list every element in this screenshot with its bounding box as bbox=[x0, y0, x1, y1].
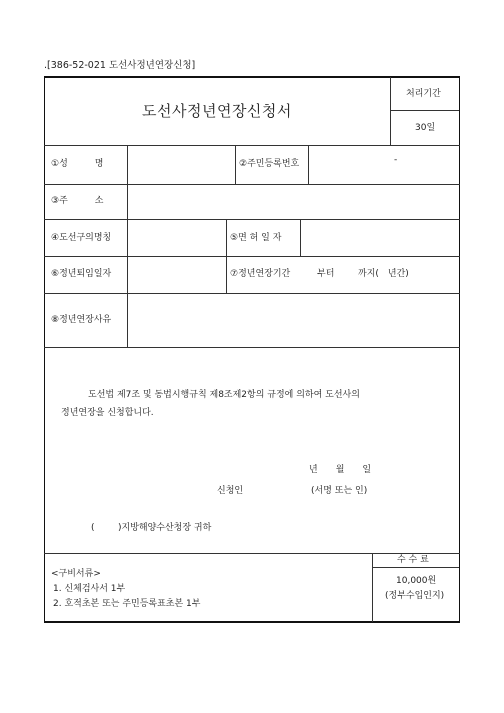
retirement-date-label: ⑥정년퇴임일자 bbox=[51, 269, 112, 279]
attachments-divider bbox=[44, 553, 460, 554]
frame-left bbox=[44, 76, 45, 623]
attachment-item-2: 2. 호적초본 또는 주민등록표초본 1부 bbox=[53, 599, 201, 609]
addressee-open: ( bbox=[91, 523, 95, 533]
attachment-item-1: 1. 신체검사서 1부 bbox=[53, 584, 126, 594]
row-line-6 bbox=[44, 347, 460, 348]
addressee: )지방해양수산청장 귀하 bbox=[118, 523, 212, 533]
form-code: .[386-52-021 도선사정년연장신청] bbox=[44, 60, 196, 71]
mid-divider-rows4-5 bbox=[226, 219, 227, 293]
processing-period-label: 처리기간 bbox=[406, 89, 441, 99]
title-divider bbox=[390, 77, 391, 145]
applicant-label: 신청인 bbox=[217, 486, 244, 496]
fee-amount: 10,000원 bbox=[396, 576, 437, 586]
extension-period-label: ⑦정년연장기간 bbox=[230, 269, 291, 279]
license-date-label: ⑤면 허 일 자 bbox=[230, 233, 282, 243]
statement-line-2: 정년연장을 신청합니다. bbox=[61, 408, 154, 418]
row-line-4 bbox=[44, 256, 460, 257]
application-date: 년 월 일 bbox=[309, 465, 372, 475]
processing-period-value: 30일 bbox=[415, 123, 436, 133]
name-label: ①성 명 bbox=[51, 159, 104, 169]
extension-reason-label: ⑧정년연장사유 bbox=[51, 315, 112, 325]
fee-note: (정부수입인지) bbox=[385, 591, 445, 601]
frame-bottom bbox=[44, 621, 460, 623]
document-title: 도선사정년연장신청서 bbox=[142, 102, 292, 120]
pilotage-area-label: ④도선구의명칭 bbox=[51, 233, 112, 243]
label-column-divider bbox=[127, 145, 128, 347]
fee-column-divider bbox=[372, 553, 373, 622]
row-line-1 bbox=[44, 145, 460, 146]
signature-label: (서명 또는 인) bbox=[311, 486, 368, 496]
mid-label-divider-row4 bbox=[300, 219, 301, 256]
extension-to: 까지( 년간) bbox=[358, 269, 409, 279]
statement-line-1: 도선법 제7조 및 동법시행규칙 제8조제2항의 규정에 의하여 도선사의 bbox=[88, 390, 360, 400]
frame-right bbox=[459, 76, 460, 623]
row-line-5 bbox=[44, 293, 460, 294]
row-line-2 bbox=[44, 184, 460, 185]
attachments-heading: <구비서류> bbox=[51, 569, 101, 579]
address-label: ③주 소 bbox=[51, 196, 104, 206]
resident-number-dash: - bbox=[394, 155, 398, 165]
processing-divider bbox=[390, 110, 459, 111]
fee-header-divider bbox=[372, 567, 459, 568]
frame-top bbox=[44, 76, 460, 78]
extension-from: 부터 bbox=[317, 269, 335, 279]
mid-label-divider-row1 bbox=[308, 145, 309, 184]
fee-label: 수 수 료 bbox=[397, 555, 429, 565]
row-line-3 bbox=[44, 219, 460, 220]
resident-number-label: ②주민등록번호 bbox=[239, 159, 300, 169]
mid-divider-row1 bbox=[235, 145, 236, 184]
